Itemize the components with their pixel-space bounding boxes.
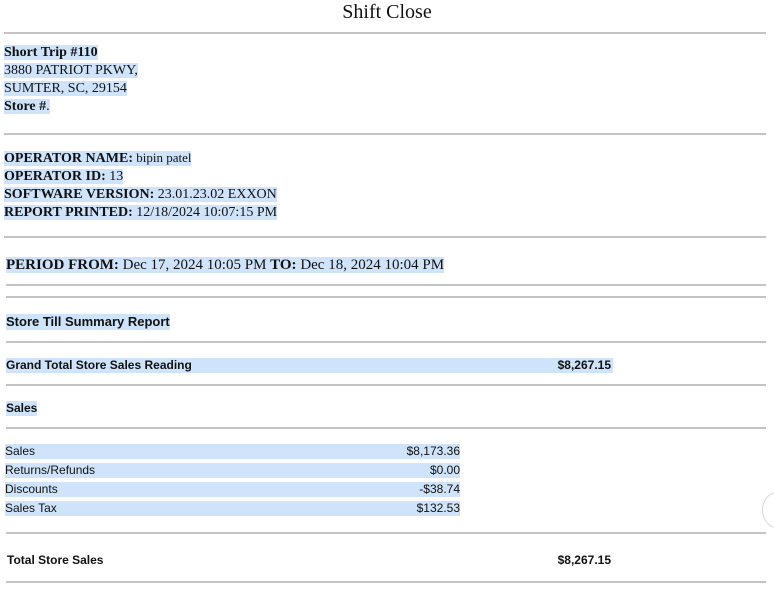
period-from-label: PERIOD FROM: — [6, 257, 119, 273]
period-line — [6, 256, 444, 275]
store-address-line-2: SUMTER, SC, 29154 — [4, 81, 127, 96]
period-to-label: TO: — [270, 257, 297, 273]
table-row — [5, 444, 460, 459]
report-printed-value: 12/18/2024 10:07:15 PM — [132, 205, 278, 220]
report-heading: Store Till Summary Report — [6, 314, 170, 329]
store-number-label: Store # — [4, 99, 47, 114]
operator-name-label: OPERATOR NAME: — [4, 151, 133, 166]
floating-scroll-button[interactable] — [762, 492, 774, 528]
total-store-sales-row — [7, 553, 613, 568]
divider — [6, 296, 766, 298]
grand-total-value: $8,267.15 — [557, 358, 611, 372]
total-store-sales-value: $8,267.15 — [557, 553, 611, 567]
software-version-value: 23.01.23.02 EXXON — [154, 187, 277, 202]
divider — [6, 341, 766, 343]
total-store-sales-label: Total Store Sales — [7, 553, 104, 567]
sales-row-value: -$38.74 — [419, 482, 460, 496]
sales-row-value: $8,173.36 — [406, 444, 460, 458]
operator-info — [4, 149, 277, 222]
table-row — [5, 482, 460, 497]
sales-row-label: Discounts — [5, 482, 58, 496]
divider — [6, 427, 766, 429]
store-address-line-1: 3880 PATRIOT PKWY, — [4, 63, 138, 78]
table-row — [5, 463, 460, 478]
divider — [6, 532, 766, 534]
store-name: Short Trip #110 — [4, 45, 98, 60]
operator-id-label: OPERATOR ID: — [4, 169, 106, 184]
divider — [4, 133, 766, 135]
store-info — [4, 44, 138, 116]
divider — [4, 236, 766, 238]
operator-name-value: bipin patel — [132, 150, 192, 165]
divider — [6, 384, 766, 386]
divider — [6, 284, 766, 286]
software-version-label: SOFTWARE VERSION: — [4, 187, 155, 202]
sales-row-label: Sales Tax — [5, 501, 57, 515]
divider — [6, 581, 766, 583]
page-title: Shift Close — [342, 1, 432, 23]
sales-row-label: Returns/Refunds — [5, 463, 96, 477]
period-to-value: Dec 18, 2024 10:04 PM — [296, 257, 445, 273]
report-printed-label: REPORT PRINTED: — [4, 205, 133, 220]
sales-row-value: $132.53 — [416, 501, 460, 515]
operator-id-value: 13 — [105, 169, 124, 184]
period-from-value: Dec 17, 2024 10:05 PM — [118, 257, 271, 273]
sales-row-value: $0.00 — [429, 463, 460, 477]
grand-total-label: Grand Total Store Sales Reading — [6, 358, 192, 372]
sales-row-label: Sales — [5, 444, 36, 458]
grand-total-row — [6, 358, 613, 373]
store-number-value: . — [46, 99, 50, 114]
sales-heading: Sales — [6, 401, 38, 415]
table-row — [5, 501, 460, 516]
divider — [4, 32, 766, 34]
